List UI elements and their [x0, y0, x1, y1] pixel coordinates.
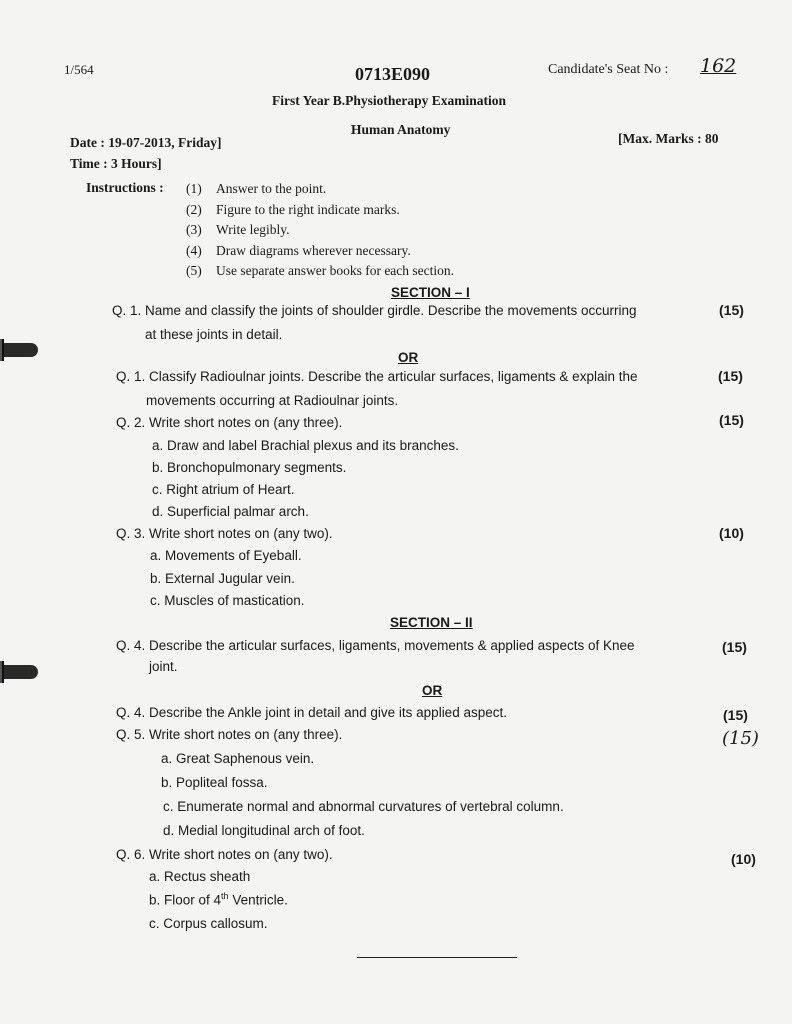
exam-date: Date : 19-07-2013, Friday]: [70, 135, 222, 150]
or-divider: OR: [422, 683, 443, 698]
question-marks: (15): [719, 412, 744, 428]
question-marks: (10): [731, 851, 756, 867]
exam-time: Time : 3 Hours]: [70, 156, 162, 171]
instruction-num: (4): [186, 243, 202, 258]
section-title: SECTION – I: [391, 285, 470, 300]
subject-title: Human Anatomy: [351, 122, 451, 137]
instruction-num: (5): [186, 263, 202, 278]
sub-question-tail: Ventricle.: [228, 892, 288, 908]
question-text: Q. 6. Write short notes on (any two).: [116, 847, 333, 862]
sub-question: b. External Jugular vein.: [150, 571, 295, 586]
sub-question: c. Corpus callosum.: [149, 916, 268, 931]
sub-question: b. Popliteal fossa.: [161, 775, 268, 790]
sub-question: b. Bronchopulmonary segments.: [152, 460, 347, 475]
seat-value: 162: [700, 55, 737, 77]
sub-question: a. Movements of Eyeball.: [150, 548, 302, 563]
question-text-cont: joint.: [149, 659, 178, 674]
question-marks: (15): [718, 368, 743, 384]
paper-code: 0713E090: [355, 64, 431, 84]
sub-question: [149, 891, 288, 908]
sub-question: a. Draw and label Brachial plexus and its branches.: [152, 438, 459, 453]
question-marks-handwritten: (15): [722, 728, 759, 749]
question-text: Q. 3. Write short notes on (any two).: [116, 526, 333, 541]
question-marks: (10): [719, 525, 744, 541]
question-text: Q. 5. Write short notes on (any three).: [116, 727, 343, 742]
instruction-text: Use separate answer books for each section.: [216, 263, 455, 278]
sub-question: d. Superficial palmar arch.: [152, 504, 309, 519]
question-text-cont: movements occurring at Radioulnar joints.: [146, 393, 399, 408]
instruction-text: Answer to the point.: [216, 181, 327, 196]
instruction-text: Figure to the right indicate marks.: [216, 202, 400, 217]
instruction-num: (3): [186, 222, 202, 237]
end-rule: [357, 957, 517, 958]
sub-question-text: b. Floor of 4: [149, 892, 222, 908]
instructions-label: Instructions :: [86, 180, 164, 195]
sub-question: c. Muscles of mastication.: [150, 593, 305, 608]
punch-hole-top: [0, 343, 38, 357]
question-text: Q. 1. Classify Radioulnar joints. Describe the articular surfaces, ligaments & explain the: [116, 369, 638, 384]
max-marks: [Max. Marks : 80: [618, 131, 719, 146]
page-ref: 1/564: [64, 62, 94, 77]
exam-title: First Year B.Physiotherapy Examination: [272, 93, 507, 108]
question-text-cont: at these joints in detail.: [145, 327, 283, 342]
sub-question: a. Rectus sheath: [149, 869, 251, 884]
sub-question: c. Right atrium of Heart.: [152, 482, 295, 497]
sub-question: d. Medial longitudinal arch of foot.: [163, 823, 365, 838]
question-text: Q. 4. Describe the Ankle joint in detail and give its applied aspect.: [116, 705, 507, 720]
sub-question: a. Great Saphenous vein.: [161, 751, 315, 766]
punch-hole-bottom: [0, 665, 38, 679]
instruction-text: Write legibly.: [216, 222, 290, 237]
question-text: Q. 2. Write short notes on (any three).: [116, 415, 343, 430]
question-marks: (15): [723, 707, 748, 723]
seat-label: Candidate's Seat No :: [548, 62, 669, 77]
instruction-num: (1): [186, 181, 202, 196]
sub-question: c. Enumerate normal and abnormal curvatures of vertebral column.: [163, 799, 564, 814]
question-text: Q. 1. Name and classify the joints of shoulder girdle. Describe the movements occurring: [112, 303, 637, 318]
section-title: SECTION – II: [390, 615, 473, 630]
question-marks: (15): [719, 302, 744, 318]
instruction-text: Draw diagrams wherever necessary.: [216, 243, 411, 258]
instruction-num: (2): [186, 202, 202, 217]
question-marks: (15): [722, 639, 747, 655]
superscript: th: [221, 891, 229, 901]
question-text: Q. 4. Describe the articular surfaces, ligaments, movements & applied aspects of Knee: [116, 638, 635, 653]
or-divider: OR: [398, 350, 419, 365]
